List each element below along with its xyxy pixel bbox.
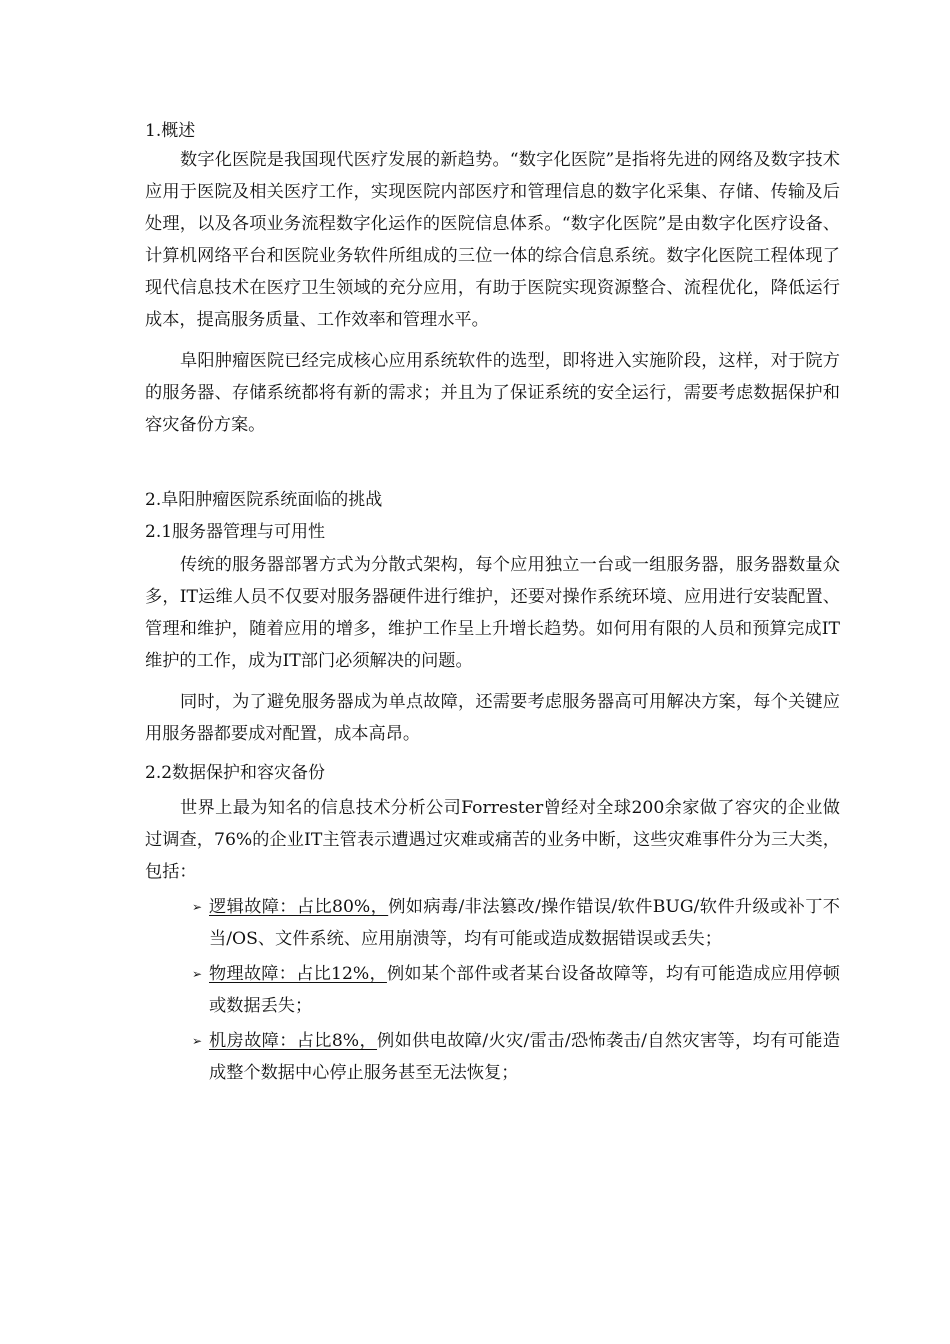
bullet-text: 例如某个部件或者某台设备故障等，均有可能造成应用停顿或数据丢失； — [209, 964, 840, 1016]
section-1-paragraph-1: 数字化医院是我国现代医疗发展的新趋势。“数字化医院”是指将先进的网络及数字技术应用于医院及相关医疗工作，实现医院内部医疗和管理信息的数字化采集、存储、传输及后处理，以及各项业务流程数字化运作的医院信息体系。“数字化医院”是由数字化医疗设备、计算机网络平台和医院业务软件所组成的三位一体的综合信息系统。数字化医院工程体现了现代信息技术在医疗卫生领域的充分应用，有助于医院实现资源整合、流程优化，降低运行成本，提高服务质量、工作效率和管理水平。 — [145, 150, 840, 330]
section-1-paragraph-2: 阜阳肿瘤医院已经完成核心应用系统软件的选型，即将进入实施阶段，这样，对于院方的服务器、存储系统都将有新的需求；并且为了保证系统的安全运行，需要考虑数据保护和容灾备份方案。 — [145, 351, 840, 435]
failure-type-list — [145, 891, 840, 1089]
section-2-2-paragraph-1: 世界上最为知名的信息技术分析公司Forrester曾经对全球200余家做了容灾的企业做过调查，76%的企业IT主管表示遭遇过灾难或痛苦的业务中断，这些灾难事件分为三大类，包括： — [145, 798, 840, 882]
bullet-label: 机房故障：占比8%， — [209, 1031, 378, 1051]
list-item — [192, 958, 840, 1022]
section-2-1-paragraph-1: 传统的服务器部署方式为分散式架构，每个应用独立一台或一组服务器，服务器数量众多，IT运维人员不仅要对服务器硬件进行维护，还要对操作系统环境、应用进行安装配置、管理和维护，随着应用的增多，维护工作呈上升增长趋势。如何用有限的人员和预算完成IT维护的工作，成为IT部门必须解决的问题。 — [145, 555, 840, 671]
section-2-heading: 2.阜阳肿瘤医院系统面临的挑战 — [145, 490, 383, 510]
bullet-label: 逻辑故障：占比80%， — [209, 897, 389, 917]
arrow-bullet-icon: ➢ — [192, 1034, 203, 1048]
document-page — [145, 118, 840, 1092]
section-2-2-heading: 2.2数据保护和容灾备份 — [145, 763, 326, 783]
bullet-text: 例如病毒/非法篡改/操作错误/软件BUG/软件升级或补丁不当/OS、文件系统、应用崩溃等，均有可能或造成数据错误或丢失； — [209, 897, 840, 949]
bullet-text: 例如供电故障/火灾/雷击/恐怖袭击/自然灾害等，均有可能造成整个数据中心停止服务甚至无法恢复； — [209, 1031, 840, 1083]
list-item — [192, 891, 840, 955]
list-item — [192, 1025, 840, 1089]
section-2-1-heading: 2.1服务器管理与可用性 — [145, 522, 326, 542]
section-1-heading: 1.概述 — [145, 121, 196, 141]
arrow-bullet-icon: ➢ — [192, 967, 203, 981]
bullet-label: 物理故障：占比12%， — [209, 964, 387, 984]
arrow-bullet-icon: ➢ — [192, 900, 203, 914]
section-2-1-paragraph-2: 同时，为了避免服务器成为单点故障，还需要考虑服务器高可用解决方案，每个关键应用服务器都要成对配置，成本高昂。 — [145, 692, 840, 744]
